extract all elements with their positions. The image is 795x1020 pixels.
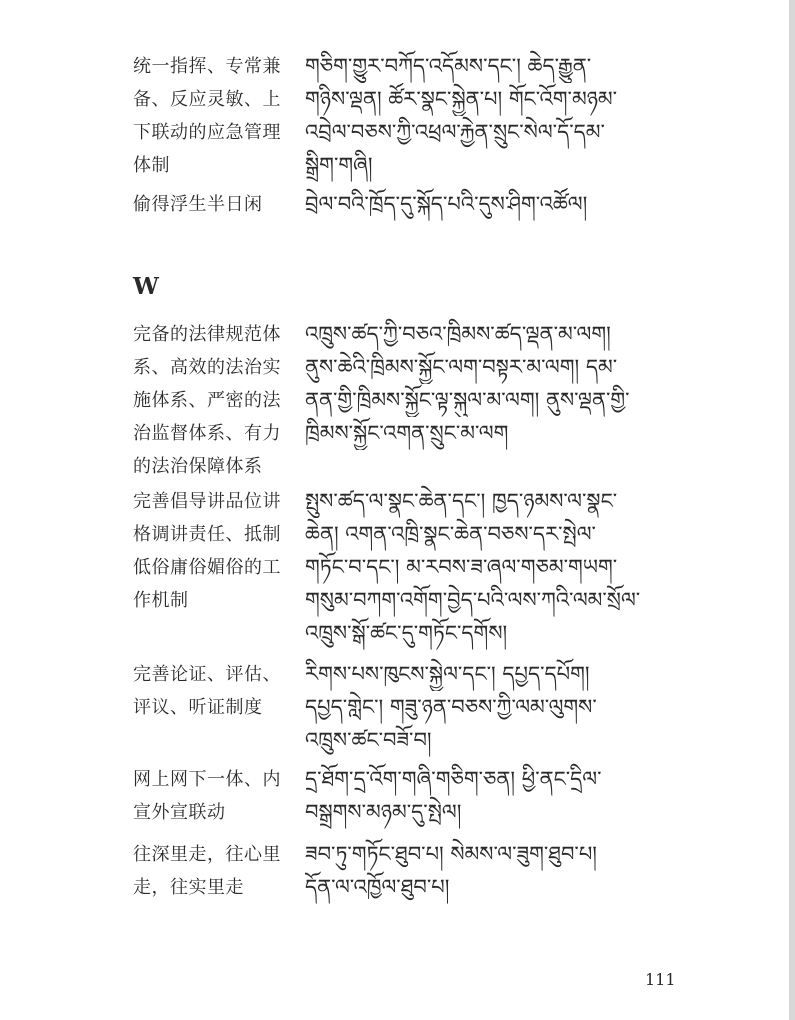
tibetan-translation bbox=[305, 485, 765, 650]
chinese-term bbox=[133, 658, 293, 724]
chinese-term-line: 统一指挥、专常兼 bbox=[133, 56, 281, 77]
chinese-term-line: 完善倡导讲品位讲 bbox=[133, 491, 281, 512]
chinese-term bbox=[133, 838, 293, 904]
chinese-term-line: 宣外宣联动 bbox=[133, 802, 226, 823]
tibetan-translation-line: འཁྲུས་ཚང་བཟོ་བ། bbox=[305, 728, 432, 752]
chinese-term-line: 的法治保障体系 bbox=[133, 456, 263, 477]
tibetan-translation-line: ནུས་ཆེའི་ཁྲིམས་སྐྱོང་ལག་བསྟར་མ་ལག། དམ་ bbox=[305, 355, 618, 379]
chinese-term-line: 往深里走，往心里 bbox=[133, 844, 281, 865]
tibetan-translation bbox=[305, 763, 765, 829]
tibetan-translation-line: ནན་གྱི་ཁྲིམས་སྐྱོང་ལྟ་སྐུལ་མ་ལག། ནུས་ལྡན་གྱི་ bbox=[305, 388, 630, 412]
tibetan-translation-line: གསུམ་བཀག་འགོག་བྱེད་པའི་ལས་ཀའི་ལམ་སྲོལ་ bbox=[305, 588, 641, 612]
chinese-term-line: 网上网下一体、内 bbox=[133, 769, 281, 790]
tibetan-translation-line: འཁྲུས་སྒོ་ཚང་དུ་གཏོང་དགོས། bbox=[305, 621, 508, 645]
chinese-term bbox=[133, 763, 293, 829]
chinese-term-line: 格调讲责任、抵制 bbox=[133, 524, 281, 545]
tibetan-translation-line: བྲེལ་བའི་ཁྲོད་དུ་སྐོད་པའི་དུས་ཤིག་འཚོལ། bbox=[305, 192, 588, 216]
tibetan-translation bbox=[305, 318, 765, 450]
tibetan-translation-line: རིགས་པས་ཁུངས་སྐྱེལ་དང་། དཔྱད་དཔོག། bbox=[305, 662, 590, 686]
chinese-term-line: 体制 bbox=[133, 155, 170, 176]
chinese-term bbox=[133, 188, 293, 221]
page-number: 111 bbox=[645, 970, 676, 989]
tibetan-translation bbox=[305, 838, 765, 904]
chinese-term-line: 备、反应灵敏、上 bbox=[133, 89, 281, 110]
tibetan-translation-line: བསྒྲགས་མཉམ་དུ་སྤེལ། bbox=[305, 800, 462, 824]
chinese-term-line: 下联动的应急管理 bbox=[133, 122, 281, 143]
chinese-term bbox=[133, 50, 293, 182]
tibetan-translation bbox=[305, 658, 765, 757]
tibetan-translation-line: ཁྲིམས་སྐྱོང་འགན་སྲུང་མ་ལག bbox=[305, 421, 509, 445]
tibetan-translation-line: གཏོང་བ་དང་། མ་རབས་ཟ་ཞལ་གཅམ་གཡག་ bbox=[305, 555, 618, 579]
chinese-term-line: 低俗庸俗媚俗的工 bbox=[133, 557, 281, 578]
chinese-term bbox=[133, 485, 293, 617]
chinese-term bbox=[133, 318, 293, 483]
chinese-term-line: 评议、听证制度 bbox=[133, 697, 263, 718]
tibetan-translation-line: ཆེན། འགན་འཁྲི་སྣང་ཆེན་བཅས་དར་སྤེལ་ bbox=[305, 522, 596, 546]
chinese-term-line: 走，往实里走 bbox=[133, 877, 244, 898]
chinese-term-line: 治监督体系、有力 bbox=[133, 423, 281, 444]
chinese-term-line: 偷得浮生半日闲 bbox=[133, 194, 263, 215]
section-letter-heading: W bbox=[133, 273, 159, 300]
chinese-term-line: 完善论证、评估、 bbox=[133, 664, 281, 685]
tibetan-translation-line: འབྲེལ་བཅས་ཀྱི་འཕྲལ་རྐྱེན་སྲུང་སེལ་དོ་དམ་ bbox=[305, 120, 605, 144]
tibetan-translation bbox=[305, 188, 765, 221]
tibetan-translation-line: གཅིག་གྱུར་བཀོད་འདོམས་དང་། ཆེད་རྒྱུན་ bbox=[305, 54, 592, 78]
tibetan-translation bbox=[305, 50, 765, 182]
chinese-term-line: 完备的法律规范体 bbox=[133, 324, 281, 345]
tibetan-translation-line: དཔྱད་གླེང་། གཟུ་ཉན་བཅས་ཀྱི་ལམ་ལུགས་ bbox=[305, 695, 597, 719]
page-edge-shadow bbox=[789, 0, 795, 1020]
tibetan-translation-line: ཟབ་ཏུ་གཏོང་ཐུབ་པ། སེམས་ལ་ཟུག་ཐུབ་པ། bbox=[305, 842, 597, 866]
tibetan-translation-line: གཉིས་ལྡན། ཚོར་སྣང་སྐྱེན་པ། གོང་འོག་མཉམ་ bbox=[305, 87, 618, 111]
chinese-term-line: 施体系、严密的法 bbox=[133, 390, 281, 411]
chinese-term-line: 作机制 bbox=[133, 590, 189, 611]
tibetan-translation-line: སྤུས་ཚད་ལ་སྣང་ཆེན་དང་། ཁྱད་ཉམས་ལ་སྣང་ bbox=[305, 489, 618, 513]
tibetan-translation-line: དོན་ལ་འཁྱོལ་ཐུབ་པ། bbox=[305, 875, 450, 899]
tibetan-translation-line: སྒྲིག་གཞི། bbox=[305, 153, 373, 177]
tibetan-translation-line: འཁྲུས་ཚད་ཀྱི་བཅའ་ཁྲིམས་ཚད་ལྡན་མ་ལག། bbox=[305, 322, 611, 346]
tibetan-translation-line: དྲ་ཐོག་དྲ་འོག་གཞི་གཅིག་ཅན། ཕྱི་ནང་དྲིལ་ bbox=[305, 767, 602, 791]
chinese-term-line: 系、高效的法治实 bbox=[133, 357, 281, 378]
